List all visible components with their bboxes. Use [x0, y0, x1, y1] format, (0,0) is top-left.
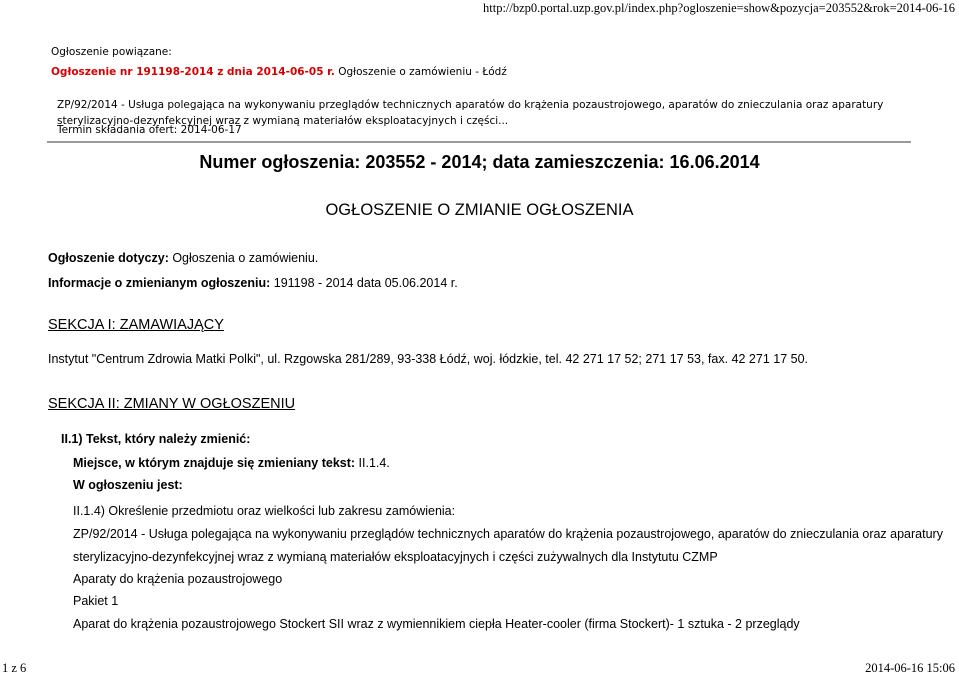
section-1-title: SEKCJA I: ZAMAWIAJĄCY — [48, 317, 224, 333]
changed-notice-info — [48, 276, 458, 290]
contracting-authority-text: Instytut "Centrum Zdrowia Matki Polki", ul. Rzgowska 281/289, 93-338 Łódź, woj. łódzkie, tel. 42 271 17 52; 271 17 53, fax. 42 271 17 50. — [48, 352, 809, 366]
in-notice-line: Aparat do krążenia pozaustrojowego Stockert SII wraz z wymiennikiem ciepła Heater-cooler (firma Stockert)- 1 sztuka - 2 przeglądy — [73, 617, 800, 631]
changed-notice-info-label: Informacje o zmienianym ogłoszeniu: — [48, 276, 271, 290]
subsection-title: II.1) Tekst, który należy zmienić: — [61, 432, 251, 446]
in-notice-line: Aparaty do krążenia pozaustrojowego — [73, 572, 283, 586]
notice-concerns — [48, 251, 318, 265]
offer-deadline: Termin składania ofert: 2014-06-17 — [57, 124, 242, 136]
print-header-url: http://bzp0.portal.uzp.gov.pl/index.php?ogloszenie=show&pozycja=203552&rok=2014-06-16 — [483, 1, 955, 15]
change-location — [73, 456, 390, 470]
in-notice-line: ZP/92/2014 - Usługa polegająca na wykonywaniu przeglądów technicznych aparatów do krążenia pozaustrojowego, aparatów do znieczulania oraz aparatury — [73, 527, 943, 541]
in-notice-line: sterylizacyjno-dezynfekcyjnej wraz z wymianą materiałów eksploatacyjnych i części zużywalnych dla Instytutu CZMP — [73, 550, 718, 564]
change-location-label: Miejsce, w którym znajduje się zmieniany tekst: — [73, 456, 356, 470]
in-notice-line: II.1.4) Określenie przedmiotu oraz wielkości lub zakresu zamówienia: — [73, 504, 456, 518]
notice-concerns-value: Ogłoszenia o zamówieniu. — [168, 251, 319, 265]
change-location-value: II.1.4. — [355, 456, 390, 470]
related-notice-line — [51, 66, 507, 78]
related-notice-link[interactable]: Ogłoszenie nr 191198-2014 z dnia 2014-06-05 r. — [51, 66, 335, 78]
notice-concerns-label: Ogłoszenie dotyczy: — [48, 251, 169, 265]
in-notice-is-label: W ogłoszeniu jest: — [73, 478, 183, 492]
section-2-title: SEKCJA II: ZMIANY W OGŁOSZENIU — [48, 396, 296, 412]
print-datetime: 2014-06-16 15:06 — [865, 661, 955, 675]
page-number: 1 z 6 — [2, 661, 27, 675]
related-notice-description: ZP/92/2014 - Usługa polegająca na wykonywaniu przeglądów technicznych aparatów do krążenia pozaustrojowego, aparatów do znieczulania oraz aparatury sterylizacyjno-dezynfekcyjnej wraz z wymianą materiałów eksploatacyjnych i części... — [57, 99, 884, 127]
related-notice-type: Ogłoszenie o zamówieniu - Łódź — [334, 66, 507, 78]
in-notice-line: Pakiet 1 — [73, 594, 119, 608]
notice-heading: OGŁOSZENIE O ZMIANIE OGŁOSZENIA — [325, 201, 634, 219]
notice-number: Numer ogłoszenia: 203552 - 2014; data zamieszczenia: 16.06.2014 — [199, 152, 760, 172]
horizontal-divider — [47, 141, 911, 143]
changed-notice-info-value: 191198 - 2014 data 05.06.2014 r. — [270, 276, 458, 290]
related-notice-label: Ogłoszenie powiązane: — [51, 46, 172, 58]
